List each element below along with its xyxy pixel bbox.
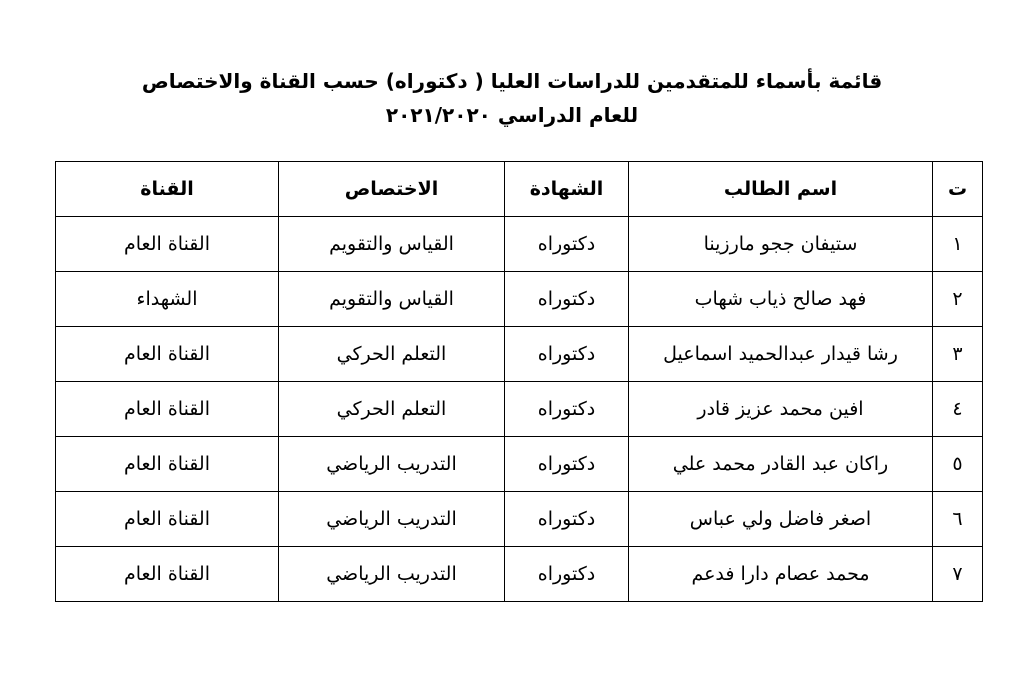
cell-channel: القناة العام (56, 492, 279, 547)
cell-specialization: التعلم الحركي (279, 382, 505, 437)
table-row (56, 492, 983, 547)
table-row (56, 272, 983, 327)
cell-degree: دكتوراه (505, 437, 629, 492)
cell-degree: دكتوراه (505, 272, 629, 327)
cell-specialization: التدريب الرياضي (279, 492, 505, 547)
table-row (56, 327, 983, 382)
cell-name: فهد صالح ذياب شهاب (629, 272, 933, 327)
cell-channel: القناة العام (56, 327, 279, 382)
cell-num: ٣ (933, 327, 983, 382)
cell-specialization: التعلم الحركي (279, 327, 505, 382)
header-specialization: الاختصاص (279, 162, 505, 217)
header-name: اسم الطالب (629, 162, 933, 217)
title-line-1: قائمة بأسماء للمتقدمين للدراسات العليا ( دكتوراه) حسب القناة والاختصاص (141, 69, 883, 93)
table-row (56, 382, 983, 437)
cell-name: افين محمد عزيز قادر (629, 382, 933, 437)
cell-channel: القناة العام (56, 437, 279, 492)
cell-name: محمد عصام دارا فدعم (629, 547, 933, 602)
table-row (56, 217, 983, 272)
table-header-row (56, 162, 983, 217)
cell-degree: دكتوراه (505, 492, 629, 547)
cell-channel: القناة العام (56, 217, 279, 272)
header-num: ت (933, 162, 983, 217)
header-channel: القناة (56, 162, 279, 217)
cell-degree: دكتوراه (505, 217, 629, 272)
cell-num: ٥ (933, 437, 983, 492)
cell-specialization: التدريب الرياضي (279, 437, 505, 492)
cell-name: ستيفان ججو مارزينا (629, 217, 933, 272)
header-degree: الشهادة (505, 162, 629, 217)
cell-channel: القناة العام (56, 547, 279, 602)
cell-channel: القناة العام (56, 382, 279, 437)
table-row (56, 437, 983, 492)
table-row (56, 547, 983, 602)
document-title (0, 64, 1024, 132)
cell-degree: دكتوراه (505, 327, 629, 382)
cell-degree: دكتوراه (505, 382, 629, 437)
cell-name: رشا قيدار عبدالحميد اسماعيل (629, 327, 933, 382)
applicants-table (55, 161, 983, 602)
cell-channel: الشهداء (56, 272, 279, 327)
cell-name: راكان عبد القادر محمد علي (629, 437, 933, 492)
cell-degree: دكتوراه (505, 547, 629, 602)
cell-num: ٢ (933, 272, 983, 327)
cell-name: اصغر فاضل ولي عباس (629, 492, 933, 547)
cell-num: ٦ (933, 492, 983, 547)
cell-specialization: التدريب الرياضي (279, 547, 505, 602)
cell-num: ٤ (933, 382, 983, 437)
cell-specialization: القياس والتقويم (279, 272, 505, 327)
title-line-2: للعام الدراسي ٢٠٢١/٢٠٢٠ (385, 103, 639, 127)
cell-specialization: القياس والتقويم (279, 217, 505, 272)
cell-num: ٧ (933, 547, 983, 602)
cell-num: ١ (933, 217, 983, 272)
